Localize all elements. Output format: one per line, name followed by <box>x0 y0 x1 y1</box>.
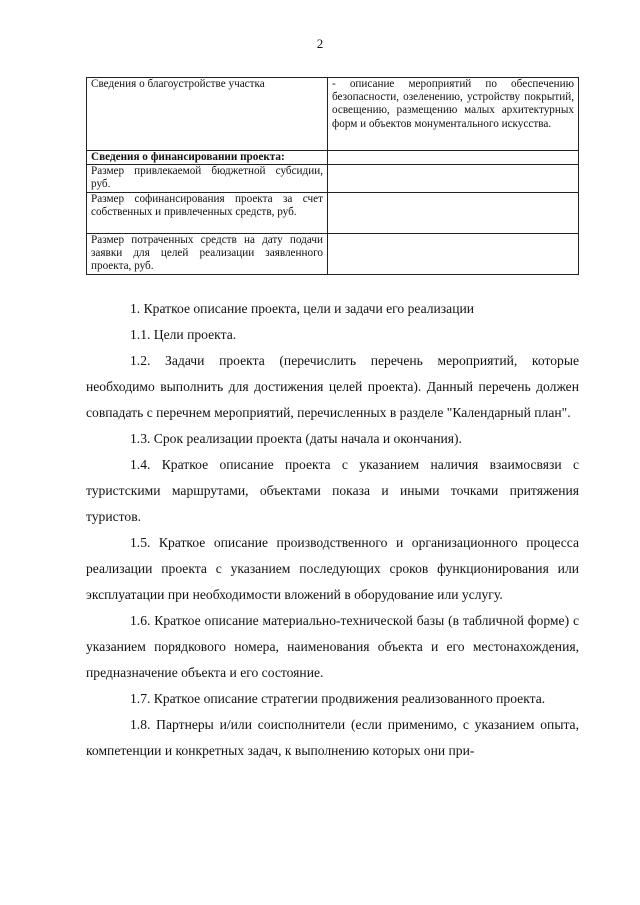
section-heading: 1. Краткое описание проекта, цели и задачи его реализации <box>130 301 475 316</box>
page-number: 2 <box>316 36 324 51</box>
paragraph-material-base: 1.6. Краткое описание материально-технической базы (в табличной форме) с указанием порядкового номера, наименования объекта и его местонахождения, предназначение объекта и его состояние. <box>86 613 579 680</box>
landscape-label: Сведения о благоустройстве участка <box>87 78 328 151</box>
paragraph-partners: 1.8. Партнеры и/или соисполнители (если применимо, с указанием опыта, компетенции и конкретных задач, к выполнению которых они при- <box>86 717 579 758</box>
paragraph-process: 1.5. Краткое описание производственного и организационного процесса реализации проекта с указанием последующих сроков функционирования или эксплуатации при необходимости вложений в оборудование или услугу. <box>86 535 579 602</box>
cofinancing-label: Размер софинансирования проекта за счет собственных и привлеченных средств, руб. <box>87 192 328 233</box>
paragraph-strategy: 1.7. Краткое описание стратегии продвижения реализованного проекта. <box>130 691 546 706</box>
spent-value <box>328 233 579 274</box>
body-text <box>86 296 579 764</box>
paragraph-goals: 1.1. Цели проекта. <box>130 327 237 342</box>
paragraph-tasks: 1.2. Задачи проекта (перечислить перечень мероприятий, которые необходимо выполнить для достижения целей проекта). Данный перечень должен совпадать с перечнем мероприятий, перечисленных в разделе "Календарный план". <box>86 353 579 420</box>
budget-subsidy-label: Размер привлекаемой бюджетной субсидии, руб. <box>87 165 328 192</box>
financing-header-value <box>328 151 579 165</box>
table-row <box>87 78 579 151</box>
paragraph-description: 1.4. Краткое описание проекта с указанием наличия взаимосвязи с туристскими маршрутами, объектами показа и иными точками притяжения туристов. <box>86 457 579 524</box>
spent-label: Размер потраченных средств на дату подачи заявки для целей реализации заявленного проекта, руб. <box>87 233 328 274</box>
financing-header: Сведения о финансировании проекта: <box>87 151 328 165</box>
project-info-table <box>86 77 579 275</box>
table-row <box>87 165 579 192</box>
table-row <box>87 192 579 233</box>
table-row <box>87 151 579 165</box>
landscape-value: - описание мероприятий по обеспечению безопасности, озеленению, устройству покрытий, освещению, размещению малых архитектурных форм и объектов монументального искусства. <box>328 78 579 151</box>
paragraph-term: 1.3. Срок реализации проекта (даты начала и окончания). <box>130 431 462 446</box>
budget-subsidy-value <box>328 165 579 192</box>
cofinancing-value <box>328 192 579 233</box>
table-row <box>87 233 579 274</box>
